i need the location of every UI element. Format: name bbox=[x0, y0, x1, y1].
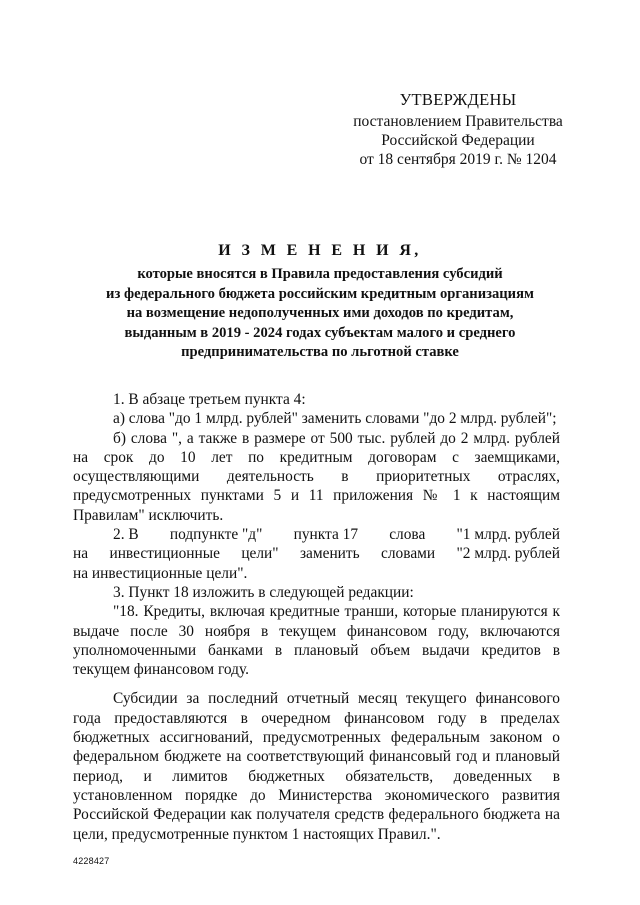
word: "1 млрд. рублей bbox=[456, 526, 560, 544]
paragraph-6: "18. Кредиты, включая кредитные транши, которые планируются к выдаче после 30 ноября в текущем финансовом году, включаются уполномоченными банками в плановый объем выдачи кредитов в текущем финансовом году. bbox=[73, 603, 560, 679]
heading-line: которые вносятся в Правила предоставления субсидий bbox=[137, 266, 503, 282]
paragraph-4-line-2 bbox=[73, 544, 560, 563]
heading-line: на возмещение недополученных ими доходов по кредитам, bbox=[126, 305, 514, 322]
word: заменить bbox=[299, 545, 360, 563]
document-body bbox=[73, 390, 560, 844]
paragraph-5: 3. Пункт 18 изложить в следующей редакции: bbox=[113, 583, 414, 601]
word: "2 млрд. рублей bbox=[456, 545, 560, 563]
paragraph-2: а) слова "до 1 млрд. рублей" заменить словами "до 2 млрд. рублей"; bbox=[113, 410, 557, 428]
word: словами bbox=[381, 545, 436, 563]
paragraph-4-line-1 bbox=[73, 525, 560, 544]
approval-stamp bbox=[338, 90, 578, 169]
document-heading bbox=[60, 240, 580, 363]
paragraph-1: 1. В абзаце третьем пункта 4: bbox=[113, 391, 306, 408]
approval-line-1: постановлением Правительства bbox=[353, 113, 563, 130]
approval-line-2: Российской Федерации bbox=[381, 132, 535, 149]
word: подпункте "д" bbox=[169, 526, 263, 544]
paragraph-4-line-3: на инвестиционные цели". bbox=[73, 564, 248, 582]
heading-line: выданным в 2019 - 2024 годах субъектам малого и среднего bbox=[124, 324, 516, 341]
word: на bbox=[73, 545, 89, 563]
document-code: 4228427 bbox=[73, 856, 110, 866]
heading-line: из федерального бюджета российским кредитным организациям bbox=[106, 285, 534, 302]
word: слова bbox=[389, 526, 426, 544]
document-title: И З М Е Н Е Н И Я, bbox=[218, 242, 422, 259]
word: инвестиционные bbox=[109, 545, 220, 563]
word: 2. В bbox=[113, 526, 139, 544]
paragraph-7: Субсидии за последний отчетный месяц текущего финансового года предоставляются в очередном финансовом году в пределах бюджетных ассигнований, предусмотренных федеральным законом о федеральном бюджете на соответствующий финансовый год и плановый период, и лимитов бюджетных обязательств, доведенных в установленном порядке до Министерства экономического развития Российской Федерации как получателя средств федерального бюджета на цели, предусмотренные пунктом 1 настоящих Правил.". bbox=[73, 690, 560, 843]
paragraph-4 bbox=[73, 525, 560, 583]
word: пункта 17 bbox=[293, 526, 359, 544]
approval-title: УТВЕРЖДЕНЫ bbox=[399, 90, 517, 109]
heading-line: предпринимательства по льготной ставке bbox=[181, 344, 459, 361]
word: цели" bbox=[241, 545, 279, 563]
paragraph-3: б) слова ", а также в размере от 500 тыс. рублей до 2 млрд. рублей на срок до 10 лет по кредитным договорам с заемщиками, осуществляющими деятельность в приоритетных отраслях, предусмотренных пунктами 5 и 11 приложения № 1 к настоящим Правилам" исключить. bbox=[73, 429, 560, 524]
approval-line-3: от 18 сентября 2019 г. № 1204 bbox=[359, 151, 557, 168]
